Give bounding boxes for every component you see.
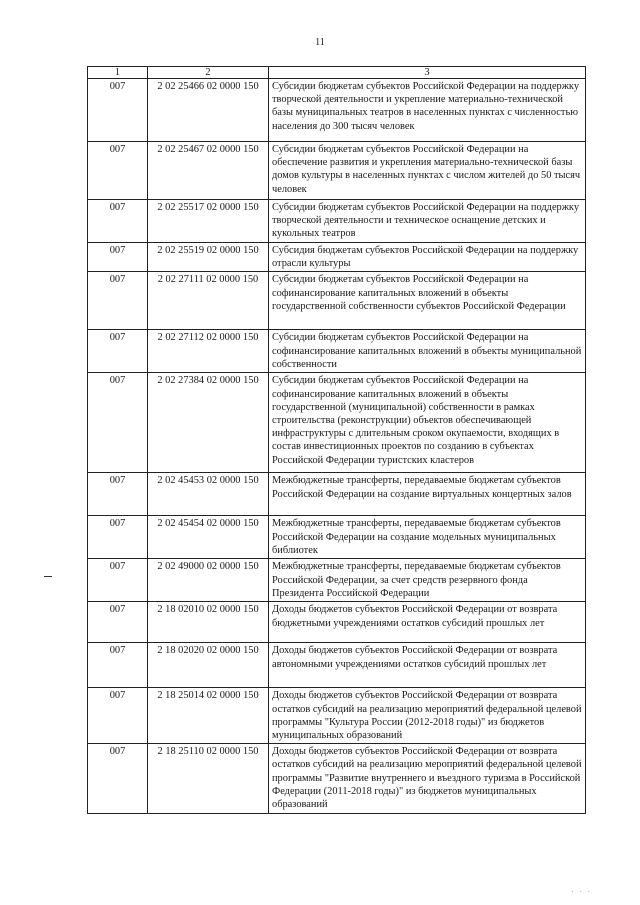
income-code-cell: 2 02 25517 02 0000 150 (148, 200, 269, 243)
income-description-cell: Субсидии бюджетам субъектов Российской Федерации на поддержку творческой деятельности и укрепление материально-технической базы муниципальных театров в населенных пунктах с численностью населения до 300 тысяч человек (269, 79, 586, 142)
table-row (88, 473, 586, 516)
income-description-cell: Доходы бюджетов субъектов Российской Федерации от возврата остатков субсидий на реализацию мероприятий федеральной целевой программы "Развитие внутреннего и въездного туризма в Российской Федерации (2011-2018 годы)" из бюджетов муниципальных образований (269, 744, 586, 814)
income-code-cell: 2 18 02010 02 0000 150 (148, 602, 269, 643)
income-description-cell: Субсидии бюджетам субъектов Российской Федерации на софинансирование капитальных вложений в объекты государственной (муниципальной) собственности в рамках строительства (реконструкции) объектов обеспечивающей инфраструктуры с длительным сроком окупаемости, входящих в состав инвестиционных проектов по созданию в субъектах Российской Федерации туристских кластеров (269, 373, 586, 473)
income-description-cell: Субсидии бюджетам субъектов Российской Федерации на софинансирование капитальных вложений в объекты муниципальной собственности (269, 330, 586, 373)
income-description-cell: Межбюджетные трансферты, передаваемые бюджетам субъектов Российской Федерации на создание модельных муниципальных библиотек (269, 516, 586, 559)
table-row (88, 200, 586, 243)
income-code-cell: 2 02 25467 02 0000 150 (148, 142, 269, 200)
admin-code-cell: 007 (88, 744, 148, 814)
admin-code-cell: 007 (88, 516, 148, 559)
table-row (88, 516, 586, 559)
table-row (88, 559, 586, 602)
income-code-cell: 2 02 25519 02 0000 150 (148, 243, 269, 272)
income-code-cell: 2 02 49000 02 0000 150 (148, 559, 269, 602)
column-header-3: 3 (269, 67, 586, 79)
admin-code-cell: 007 (88, 330, 148, 373)
admin-code-cell: 007 (88, 473, 148, 516)
income-code-cell: 2 18 25110 02 0000 150 (148, 744, 269, 814)
income-description-cell: Доходы бюджетов субъектов Российской Федерации от возврата остатков субсидий на реализацию мероприятий федеральной целевой программы "Культура России (2012-2018 годы)" из бюджетов муниципальных образований (269, 688, 586, 744)
table-row (88, 744, 586, 814)
table-header-row (88, 67, 586, 79)
income-description-cell: Доходы бюджетов субъектов Российской Федерации от возврата автономными учреждениями остатков субсидий прошлых лет (269, 643, 586, 688)
admin-code-cell: 007 (88, 79, 148, 142)
income-code-cell: 2 02 27112 02 0000 150 (148, 330, 269, 373)
table-row (88, 373, 586, 473)
table-row (88, 643, 586, 688)
income-description-cell: Доходы бюджетов субъектов Российской Федерации от возврата бюджетными учреждениями остатков субсидий прошлых лет (269, 602, 586, 643)
income-code-cell: 2 02 25466 02 0000 150 (148, 79, 269, 142)
income-code-cell: 2 02 27384 02 0000 150 (148, 373, 269, 473)
admin-code-cell: 007 (88, 602, 148, 643)
admin-code-cell: 007 (88, 272, 148, 330)
table-row (88, 330, 586, 373)
budget-codes-table (87, 66, 586, 814)
income-description-cell: Субсидия бюджетам субъектов Российской Федерации на поддержку отрасли культуры (269, 243, 586, 272)
income-code-cell: 2 18 02020 02 0000 150 (148, 643, 269, 688)
income-description-cell: Субсидии бюджетам субъектов Российской Федерации на софинансирование капитальных вложений в объекты государственной собственности субъектов Российской Федерации (269, 272, 586, 330)
income-description-cell: Межбюджетные трансферты, передаваемые бюджетам субъектов Российской Федерации на создание виртуальных концертных залов (269, 473, 586, 516)
table-row (88, 243, 586, 272)
admin-code-cell: 007 (88, 559, 148, 602)
admin-code-cell: 007 (88, 200, 148, 243)
table-row (88, 688, 586, 744)
income-code-cell: 2 02 27111 02 0000 150 (148, 272, 269, 330)
table-row (88, 79, 586, 142)
income-description-cell: Субсидии бюджетам субъектов Российской Федерации на обеспечение развития и укрепления материально-технической базы домов культуры в населенных пунктах с числом жителей до 50 тысяч человек (269, 142, 586, 200)
column-header-2: 2 (148, 67, 269, 79)
income-description-cell: Субсидии бюджетам субъектов Российской Федерации на поддержку творческой деятельности и техническое оснащение детских и кукольных театров (269, 200, 586, 243)
margin-mark (44, 576, 52, 577)
admin-code-cell: 007 (88, 142, 148, 200)
income-code-cell: 2 02 45453 02 0000 150 (148, 473, 269, 516)
income-description-cell: Межбюджетные трансферты, передаваемые бюджетам субъектов Российской Федерации, за счет средств резервного фонда Президента Российской Федерации (269, 559, 586, 602)
page-number: 11 (315, 37, 325, 48)
admin-code-cell: 007 (88, 373, 148, 473)
column-header-1: 1 (88, 67, 148, 79)
corner-mark: · · · (571, 888, 592, 896)
admin-code-cell: 007 (88, 643, 148, 688)
table-row (88, 272, 586, 330)
table-row (88, 602, 586, 643)
admin-code-cell: 007 (88, 243, 148, 272)
table-row (88, 142, 586, 200)
income-code-cell: 2 18 25014 02 0000 150 (148, 688, 269, 744)
admin-code-cell: 007 (88, 688, 148, 744)
income-code-cell: 2 02 45454 02 0000 150 (148, 516, 269, 559)
